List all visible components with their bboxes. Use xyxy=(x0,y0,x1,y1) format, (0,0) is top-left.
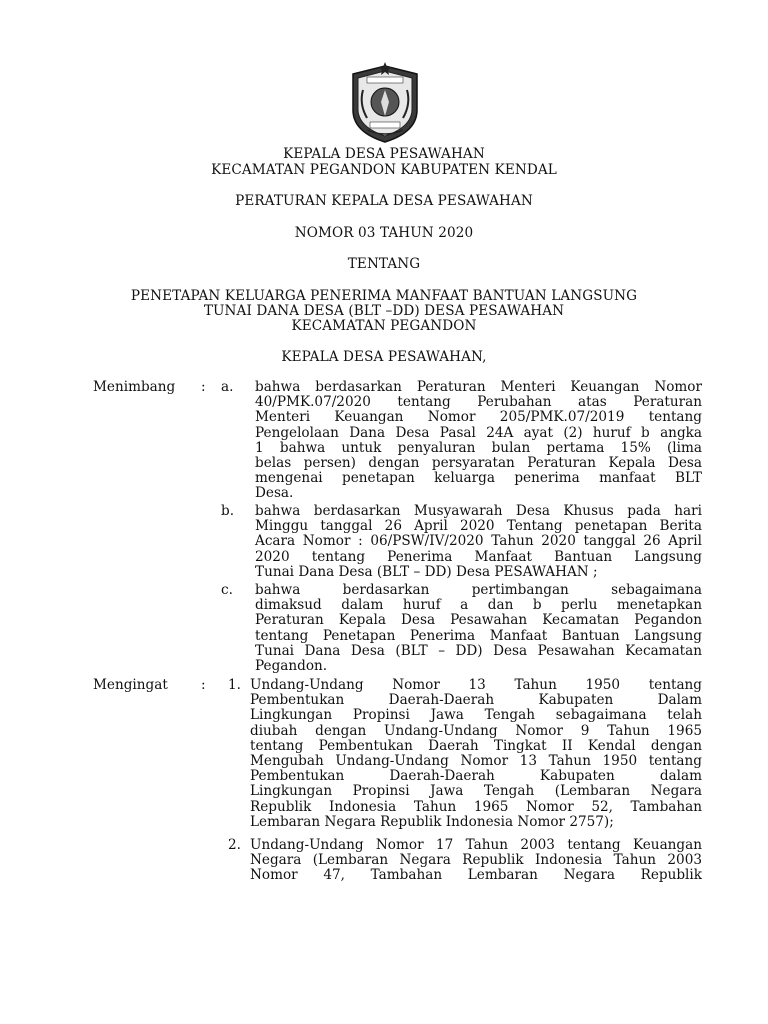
kendal-emblem-logo xyxy=(345,60,425,144)
text-line: Lingkungan Propinsi Jawa Tengah (Lembaran Negara xyxy=(250,783,702,800)
text-line: 2020 tentang Penerima Manfaat Bantuan Langsung xyxy=(255,548,702,565)
menimbang-marker-a: a. xyxy=(221,379,234,395)
mengingat-marker-2: 2. xyxy=(228,837,241,853)
text-line: diubah dengan Undang-Undang Nomor 9 Tahun 1965 xyxy=(250,722,702,739)
mengingat-item-2 xyxy=(250,838,702,884)
regulation-title: PERATURAN KEPALA DESA PESAWAHAN xyxy=(235,193,533,209)
mengingat-colon: : xyxy=(201,677,206,693)
text-line: Lingkungan Propinsi Jawa Tengah sebagaimana telah xyxy=(250,707,702,724)
text-line: Nomor 47, Tambahan Lembaran Negara Republik xyxy=(250,867,702,884)
menimbang-marker-b: b. xyxy=(221,503,235,519)
text-line: tentang Penetapan Penerima Manfaat Bantuan Langsung xyxy=(255,627,702,644)
subject-line-1: PENETAPAN KELUARGA PENERIMA MANFAAT BANTUAN LANGSUNG xyxy=(130,288,638,304)
text-line: bahwa berdasarkan Peraturan Menteri Keuangan Nomor xyxy=(255,379,702,395)
menimbang-label: Menimbang xyxy=(93,379,176,395)
text-line: Tunai Dana Desa (BLT – DD) Desa PESAWAHAN ; xyxy=(255,563,598,580)
text-line: Negara (Lembaran Negara Republik Indonesia Tahun 2003 xyxy=(250,852,702,869)
text-line: Minggu tanggal 26 April 2020 Tentang penetapan Berita xyxy=(255,518,702,535)
text-line: Pembentukan Daerah-Daerah Kabupaten Dalam xyxy=(250,692,702,709)
menimbang-colon: : xyxy=(201,379,206,395)
menimbang-marker-c: c. xyxy=(221,582,233,598)
mengingat-label: Mengingat xyxy=(93,677,168,693)
menimbang-item-a xyxy=(255,380,702,502)
text-line: 40/PMK.07/2020 tentang Perubahan atas Peraturan xyxy=(255,394,702,411)
regulation-number: NOMOR 03 TAHUN 2020 xyxy=(294,225,474,241)
menimbang-item-b xyxy=(255,504,702,580)
mengingat-item-1 xyxy=(250,678,702,830)
text-line: Peraturan Kepala Desa Pesawahan Kecamatan Pegandon xyxy=(255,612,702,629)
text-line: Undang-Undang Nomor 13 Tahun 1950 tentang xyxy=(250,677,702,693)
text-line: Acara Nomor : 06/PSW/IV/2020 Tahun 2020 tanggal 26 April xyxy=(255,533,702,550)
text-line: Tunai Dana Desa (BLT – DD) Desa Pesawahan Kecamatan xyxy=(255,642,702,659)
header-line-2: KECAMATAN PEGANDON KABUPATEN KENDAL xyxy=(211,162,557,178)
menimbang-item-c xyxy=(255,583,702,674)
mengingat-marker-1: 1. xyxy=(228,677,241,693)
text-line: bahwa berdasarkan Musyawarah Desa Khusus pada hari xyxy=(255,503,702,519)
text-line: Pegandon. xyxy=(255,658,328,675)
text-line: tentang Pembentukan Daerah Tingkat II Kendal dengan xyxy=(250,737,702,754)
text-line: bahwa berdasarkan pertimbangan sebagaimana xyxy=(255,582,702,598)
kepala-desa-heading: KEPALA DESA PESAWAHAN, xyxy=(281,349,487,365)
tentang-heading: TENTANG xyxy=(347,256,421,272)
text-line: Pembentukan Daerah-Daerah Kabupaten dalam xyxy=(250,768,702,785)
text-line: dimaksud dalam huruf a dan b perlu menetapkan xyxy=(255,597,702,614)
text-line: mengenai penetapan keluarga penerima manfaat BLT xyxy=(255,470,702,487)
text-line: Desa. xyxy=(255,485,294,502)
text-line: Undang-Undang Nomor 17 Tahun 2003 tentang Keuangan xyxy=(250,837,702,853)
subject-line-2: TUNAI DANA DESA (BLT –DD) DESA PESAWAHAN xyxy=(203,303,565,319)
text-line: Lembaran Negara Republik Indonesia Nomor 2757); xyxy=(250,813,614,830)
text-line: Pengelolaan Dana Desa Pasal 24A ayat (2) huruf b angka xyxy=(255,424,702,441)
text-line: Republik Indonesia Tahun 1965 Nomor 52, Tambahan xyxy=(250,798,702,815)
text-line: 1 bahwa untuk penyaluran bulan pertama 15% (lima xyxy=(255,439,702,456)
header-line-1: KEPALA DESA PESAWAHAN xyxy=(283,146,485,162)
text-line: Mengubah Undang-Undang Nomor 13 Tahun 1950 tentang xyxy=(250,753,702,770)
text-line: belas persen) dengan persyaratan Peraturan Kepala Desa xyxy=(255,455,702,472)
text-line: Menteri Keuangan Nomor 205/PMK.07/2019 tentang xyxy=(255,409,702,426)
subject-line-3: KECAMATAN PEGANDON xyxy=(291,318,477,334)
